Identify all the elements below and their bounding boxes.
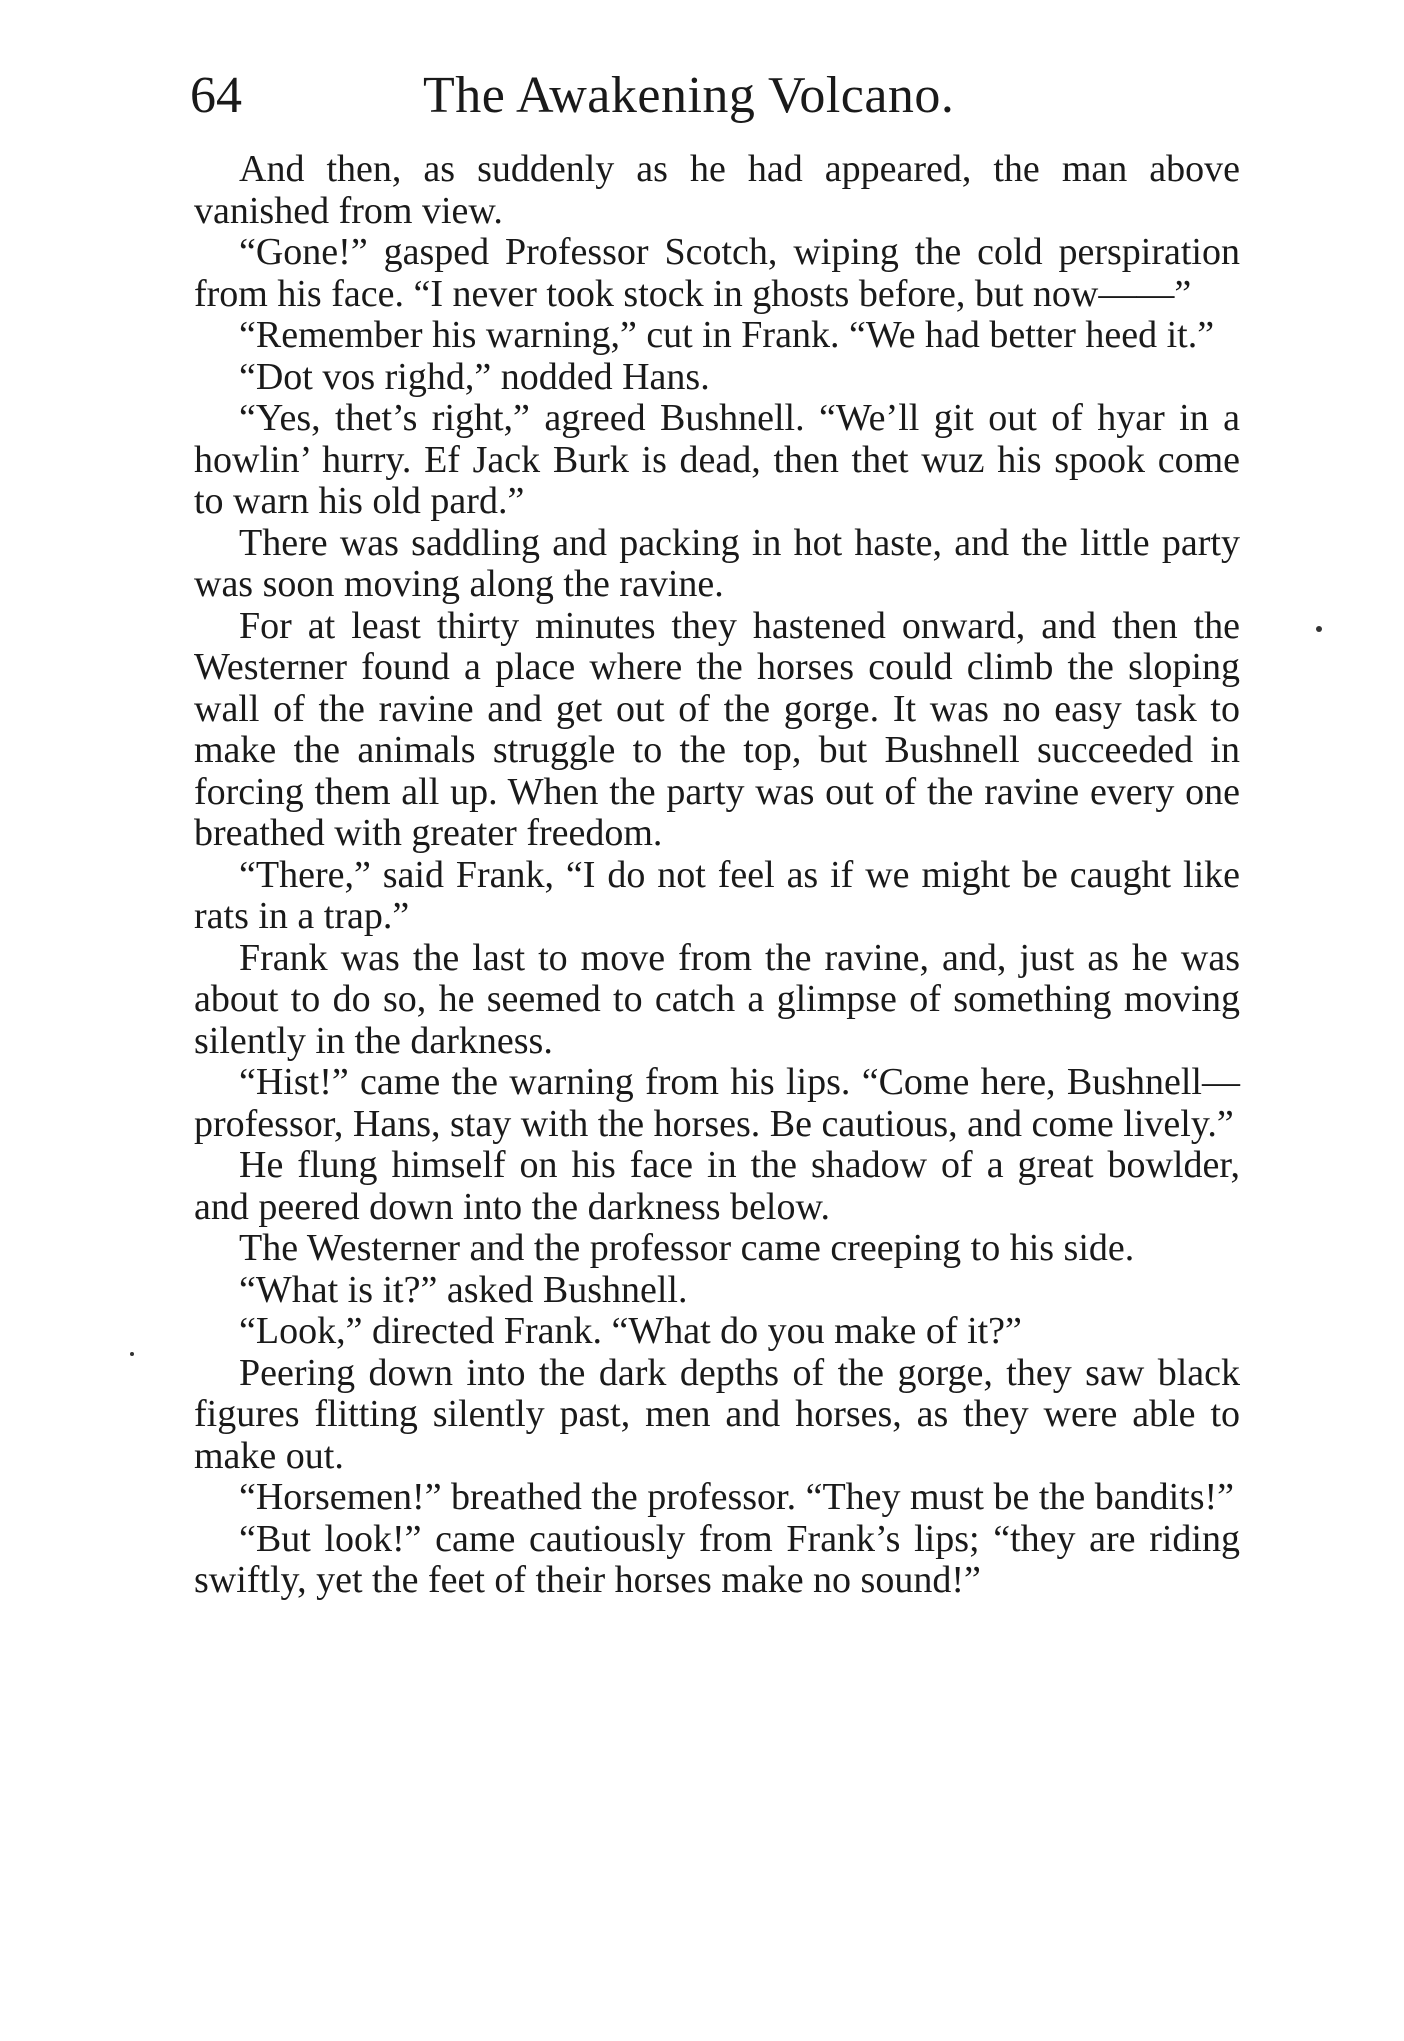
paragraph: And then, as suddenly as he had appeared, the man above vanished from view. — [194, 148, 1240, 232]
paragraph: “Horsemen!” breathed the professor. “They must be the bandits!” — [239, 1476, 1235, 1518]
paragraph: “Yes, thet’s right,” agreed Bushnell. “We’ll git out of hyar in a howlin’ hurry. Ef Jack Burk is dead, then thet wuz his spook come to warn his old pard.” — [194, 397, 1240, 522]
paragraph: Peering down into the dark depths of the gorge, they saw black figures flitting silently past, men and horses, as they were able to make out. — [194, 1351, 1240, 1477]
body-text — [194, 149, 1240, 1602]
paragraph: Frank was the last to move from the ravine, and, just as he was about to do so, he seemed to catch a glimpse of something moving silently in the darkness. — [194, 936, 1240, 1062]
paragraph: For at least thirty minutes they hastened onward, and then the Westerner found a place where the horses could climb the sloping wall of the ravine and get out of the gorge. It was no easy task to make the animals struggle to the top, but Bushnell succeeded in forcing them all up. When the party was out of the ravine every one breathed with greater freedom. — [194, 604, 1240, 854]
page-number: 64 — [190, 67, 242, 124]
paragraph: “What is it?” asked Bushnell. — [239, 1268, 688, 1311]
paragraph: “There,” said Frank, “I do not feel as if we might be caught like rats in a trap.” — [194, 853, 1240, 937]
paragraph: “Gone!” gasped Professor Scotch, wiping the cold perspiration from his face. “I never took stock in ghosts before, but now——” — [194, 231, 1240, 315]
paragraph: “Look,” directed Frank. “What do you make of it?” — [239, 1310, 1022, 1352]
paragraph: There was saddling and packing in hot haste, and the little party was soon moving along the ravine. — [194, 521, 1240, 605]
paragraph: The Westerner and the professor came creeping to his side. — [239, 1227, 1135, 1269]
paragraph: “Dot vos righd,” nodded Hans. — [239, 355, 710, 398]
paragraph: “Hist!” came the warning from his lips. “Come here, Bushnell—professor, Hans, stay with the horses. Be cautious, and come lively.” — [194, 1061, 1240, 1145]
paragraph: “Remember his warning,” cut in Frank. “We had better heed it.” — [239, 314, 1215, 356]
scan-speck — [130, 1352, 134, 1356]
paragraph: “But look!” came cautiously from Frank’s lips; “they are riding swiftly, yet the feet of their horses make no sound!” — [194, 1517, 1240, 1601]
paragraph: He flung himself on his face in the shadow of a great bowlder, and peered down into the darkness below. — [194, 1144, 1240, 1228]
book-title: The Awakening Volcano. — [423, 67, 955, 124]
running-head — [190, 66, 1240, 126]
scan-speck — [1316, 626, 1322, 632]
